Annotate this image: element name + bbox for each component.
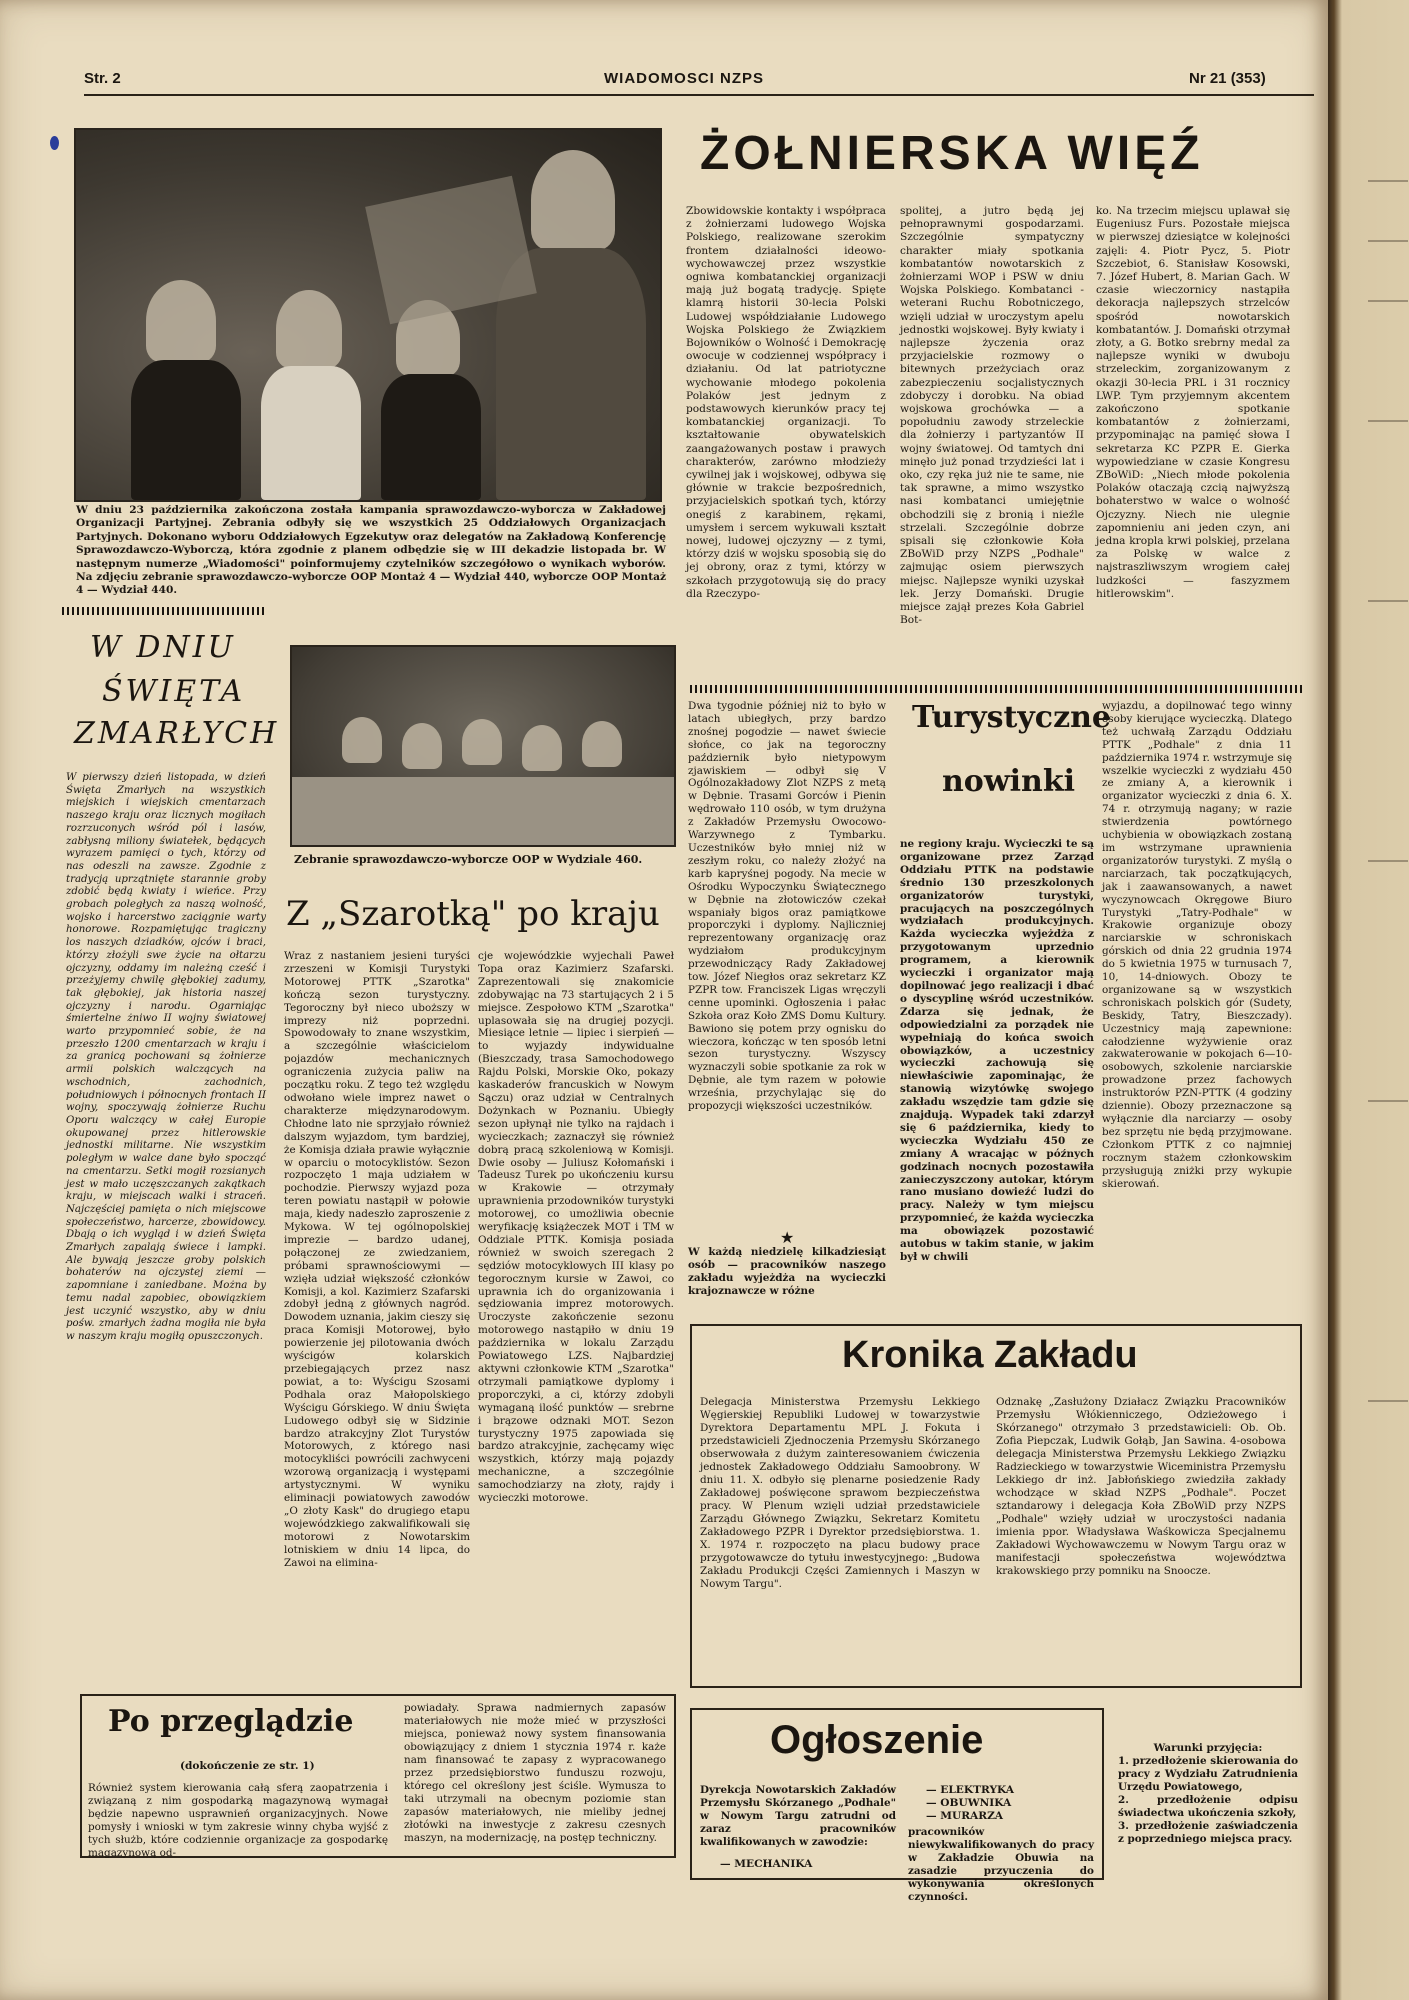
ogloszenie-cont bbox=[1118, 1714, 1298, 1846]
szarotka-title: Z „Szarotką" po kraju bbox=[286, 894, 660, 934]
niedziela-text: W każdą niedzielę kilkadziesiąt osób — pracowników naszego zakładu wyjeżdża na wycieczki krajoznawcze w różne bbox=[688, 1246, 886, 1297]
warunek-3: 3. przedłożenie zaświadczenia z poprzedniego miejsca pracy. bbox=[1118, 1820, 1298, 1845]
turystyczne-col-a: ne regiony kraju. Wycieczki te są organizowane przez Zarząd Oddziału PTTK na podstawie średnio 130 przeszkolonych organizatorów turystyki, pracujących na poszczególnych wydziałach produkcyjnych. Każda wycieczka wyjeżdża z przygotowanym uprzednio programem, a kierownik wycieczki i organizator mają dopilnować jego realizacji i dbać o dyscyplinę wśród uczestników. Zdarza się jednak, że odpowiedzialni za porządek nie wypełniają do końca swoich obowiązków, a uczestnicy wycieczki zachowują się niewłaściwie zapominając, że stanowią wizytówkę swojego zakładu wszędzie tam gdzie się znajdują. Wypadek taki zdarzył się 6 października, kiedy to wycieczka Wydziału 450 ze zmiany A wracając w późnych godzinach nocnych pozostawiła zanieczyszczony autokar, którym rano musiano dowieźć ludzi do pracy. Należy w tym miejscu przypomnieć, że każda wycieczka ma obowiązek pozostawić autobus w takim stanie, w jakim był w chwili bbox=[900, 838, 1094, 1263]
warunek-1: 1. przedłożenie skierowania do pracy z Wydziału Zatrudnienia Urzędu Powiatowego, bbox=[1118, 1755, 1298, 1793]
job-obuwnika: — OBUWNIKA bbox=[926, 1797, 1012, 1810]
star-separator: ★ bbox=[780, 1228, 795, 1247]
ogloszenie-list bbox=[926, 1784, 1096, 1824]
zolnierska-title: ŻOŁNIERSKA WIĘŹ bbox=[700, 127, 1204, 180]
szarotka-col2: cje wojewódzkie wyjechali Paweł Topa oraz Kazimierz Szafarski. Zaprezentowali się znakomicie zdobywając na 73 startujących 2 i 5 miejsce. Zespołowo KTM „Szarotka" uplasowała się na drugiej pozycji. Miesiące letnie — lipiec i sierpień — to wyjazdy indywidualne (Bieszczady, trasa Samochodowego Rajdu Polski, Morskie Oko, pokazy kaskaderów francuskich w Nowym Sączu) oraz udział w Centralnych Dożynkach w Poznaniu. Ubiegły sezon upłynął nie tylko na rajdach i wycieczkach; zaznaczył się również dobrą pracą szkoleniową w Komisji. Dwie osoby — Juliusz Kołomański i Tadeusz Turek po ukończeniu kursu w Krakowie — otrzymały uprawnienia przodowników turystyki motorowej, co umożliwia obecnie weryfikację książeczek MOT i TM w Oddziale PTTK. Komisja posiada również w swoich szeregach 2 sędziów motocyklowych III klasy po tegorocznym kursie w Zawoi, co uprawnia ich do organizowania i sędziowania imprez motorowych. Uroczyste zakończenie sezonu motorowego nastąpiło w dniu 19 października w lokalu Zarządu Powiatowego LZS. Najbardziej aktywni członkowie KTM „Szarotka" otrzymali pamiątkowe dyplomy i proporczyki, a ci, którzy zdobyli wymaganą ilość punktów — srebrne i brązowe odznaki MOT. Sezon turystyczny 1975 zapowiada się bardzo atrakcyjnie, zachęcamy więc wszystkich, którzy mają pojazdy mechaniczne, a szczególnie samochodziarzy na złoty, rajdy i wycieczki motorowe. bbox=[478, 950, 674, 1505]
divider bbox=[62, 607, 266, 615]
turystyczne-col-b: wyjazdu, a dopilnować tego winny osoby kierujące wycieczką. Dlatego też uchwałą Zarządu Oddziału PTTK „Podhale" z dnia 11 października 1974 r. wstrzymuje się wszelkie wycieczki z wydziału 450 ze zmiany A, a kierownik i organizator wycieczki z dnia 6. X. 74 r. otrzymują nagany; w razie stwierdzenia powtórnego uchybienia w obowiązkach zostaną im wstrzymane uprawnienia organizatorów turystyki. Z myślą o narciarzach, tak początkujących, jak i zaawansowanych, a nawet wyczynowcach Okręgowe Biuro Turystyki „Tatry-Podhale" w Krakowie organizuje obozy narciarskie w schroniskach górskich od dnia 22 grudnia 1974 do 5 kwietnia 1975 w turnusach 7, 10, 14-dniowych. Obozy te organizowane są w wszystkich schroniskach polskich gór (Sudety, Beskidy, Tatry, Bieszczady). Uczestnicy mają zapewnione: całodzienne wyżywienie oraz zakwaterowanie w pokojach 6—10-osobowych, szkolenie narciarskie prowadzone przez fachowych instruktorów PZN-PTTK (4 godziny dziennie). Obozy przeznaczone są wyłącznie dla narciarzy — osoby bez sprzętu nie będą przyjmowane. Członkom PTTK z co najmniej rocznym stażem członkowskim przysługują zniżki przy wykupie skierowań. bbox=[1102, 700, 1292, 1190]
kronika-title: Kronika Zakładu bbox=[842, 1334, 1138, 1376]
przeglad-col2: powiadały. Sprawa nadmiernych zapasów materiałowych nie może mieć w przyszłości miejsca, ponieważ nowy system finansowania obowiązujący z dniem 1 stycznia 1974 r. każe nam finansować te zapasy z wypracowanego przez przedsiębiorstwo funduszu rozwoju, którego cel określony jest ściśle. Wymusza to taki utrzymali na obecnym poziomie stan zapasów materiałowych, nie mieliby jednej złotówki na inwestycje z zakresu czesnych maszyn, na modernizację, na postęp techniczny. bbox=[404, 1702, 666, 1844]
page-number: Str. 2 bbox=[84, 70, 121, 87]
ogloszenie-mechanika: — MECHANIKA bbox=[720, 1858, 813, 1870]
page-header bbox=[84, 66, 1314, 96]
zolnierska-col3: ko. Na trzecim miejscu uplawał się Eugeniusz Furs. Pozostałe miejsca w pierwszej dziesiątce w kolejności zajęli: 4. Piotr Pycz, 5. Piotr Szczebiot, 6. Stanisław Kosowski, 7. Józef Hubert, 8. Marian Gach. W czasie wieczornicy nastąpiła dekoracja najlepszych strzelców spośród nowotarskich kombatantów. J. Domański otrzymał złoty, a G. Botko srebrny medal za najlepsze wyniki w dwuboju strzeleckim, zorganizowanym z okazji 30-lecia PRL i 31 rocznicy LWP. Tym przyjemnym akcentem zakończono spotkanie kombatantów z żołnierzami, przypominając na pamięć słowa I sekretarza KC PZPR E. Gierka wypowiedziane w czasie Kongresu ZBoWiD: „Niech młode pokolenia Polaków otaczają czcią najwyższą bohaterstwo w walce o wolność Ojczyzny. Niech nie ulegnie zapomnieniu ani jeden czyn, ani jedna kropla krwi polskiej, przelana za Polskę w walce z najstraszliwszym wrogiem całej ludzkości — faszyzmem hitlerowskim". bbox=[1096, 205, 1290, 600]
ogloszenie-intro: Dyrekcja Nowotarskich Zakładów Przemysłu Skórzanego „Podhale" w Nowym Targu zatrudni od zaraz pracowników kwalifikowanych w zawodzie: bbox=[700, 1784, 896, 1848]
ogloszenie-title: Ogłoszenie bbox=[770, 1718, 984, 1762]
dniu-title-2: ŚWIĘTA bbox=[102, 674, 246, 709]
photo1-caption: W dniu 23 października zakończona została kampania sprawozdawczo-wyborcza w Zakładowej Organizacji Partyjnej. Zebrania odbyły się we wszystkich 25 Oddziałowych Organizacjach Partyjnych. Dokonano wyboru Oddziałowych Egzekutyw oraz delegatów na Zakładową Konferencję Sprawozdawczo-Wyborczą, która zgodnie z planem odbędzie się w III dekadzie listopada br. W następnym numerze „Wiadomości" poinformujemy czytelników szczegółowo o wynikach wyborów. Na zdjęciu zebranie sprawozdawczo-wyborcze OOP Montaż 4 — Wydział 440, wyborcze OOP Montaż 4 — Wydział 440. bbox=[76, 504, 666, 597]
dniu-title-3: ZMARŁYCH bbox=[74, 716, 280, 751]
warunek-2: 2. przedłożenie odpisu świadectwa ukończenia szkoły, bbox=[1118, 1794, 1298, 1819]
przeglad-col1: Również system kierowania całą sferą zaopatrzenia i związaną z nim gospodarką magazynową wymagał będzie napewno usprawnień organizacyjnych. Nowe pomysły i wnioski w tym zakresie winny chyba wyjść z tych służb, które codziennie organizacje za gospodarkę magazynową od- bbox=[88, 1782, 388, 1859]
job-elektryka: — ELEKTRYKA bbox=[926, 1784, 1015, 1796]
divider bbox=[690, 685, 1302, 693]
szarotka-col1: Wraz z nastaniem jesieni turyści zrzeszeni w Komisji Turystyki Motorowej PTTK „Szarotka" kończą sezon turystyczny. Tegoroczny był nieco uboższy w imprezy niż poprzedni. Spowodowały to znane wszystkim, a szczególnie właścicielom pojazdów mechanicznych ograniczenia zużycia paliw na początku roku. Z tego też względu odwołano wiele imprez nawet o charakterze międzynarodowym. Chłodne lato nie sprzyjało również dalszym wyjazdom, tym bardziej, że Komisja działa prawie wyłącznie w oparciu o motocyklistów. Sezon rozpoczęto 1 maja udziałem w pochodzie. Pierwszy wyjazd poza teren powiatu nastąpił w połowie maja, kiedy nadeszło zaproszenie z Mykowa. W tej ogólnopolskiej imprezie — bardzo udanej, połączonej ze zwiedzaniem, próbami sprawnościowymi — wzięła udział większość członków Komisji, a kol. Kazimierz Szafarski zdobył jedną z głównych nagród. Dowodem uznania, jakim cieszy się praca Komisji Motorowej, było powierzenie jej pilotowania dwóch wyścigów kolarskich przebiegających przez nasz powiat, a to: Wyścigu Szosami Podhala oraz Małopolskiego Wyścigu Górskiego. W dniu Święta Ludowego odbył się w Sidzinie bardzo atrakcyjny Zlot Turystów Motorowych, z którego nasi motocykliści powrócili zachwyceni wzorową organizacją i występami artystycznymi. W wyniku eliminacji powiatowych zawodów „O złoty Kask" do drugiego etapu wojewódzkiego zakwalifikowali się motorowi z Nowotarskim lotniskiem w dniu 14 lipca, do Zawoi na elimina- bbox=[284, 950, 470, 1569]
przeglad-subtitle: (dokończenie ze str. 1) bbox=[180, 1760, 315, 1772]
job-murarza: — MURARZA bbox=[926, 1810, 1004, 1823]
zolnierska-col2: spolitej, a jutro będą jej pełnoprawnymi gospodarzami. Szczególnie sympatyczny charakter miały spotkania kombatantów nowotarskich z żołnierzami WOP i PSW w dniu Wojska Polskiego. Kombatanci -weterani Ruchu Robotniczego, wzięli udział w uroczystym apelu jednostki wojskowej. Były kwiaty i najlepsze życzenia oraz przyjacielskie rozmowy o bitewnych przeżyciach oraz zabezpieczeniu socjalistycznych zdobyczy i dorobku. Na obiad wojskowa grochówka — a popołudniu zawody strzeleckie dla żołnierzy i partyzantów II wojny światowej. Od tamtych dni minęło już ponad trzydzieści lat i oko, czy ręka już nie te same, nie tak sprawne, a mimo wszystko nasi kombatanci umiejętnie obchodzili się z bronią i nieźle strzelali. Szczególnie dobrze spisali się członkowie Koła ZBoWiD przy NZPS „Podhale" zajmując osiem pierwszych miejsc. Najlepsze wyniki uzyskał lek. Jerzy Domański. Drugie miejsce zajął prezes Koła Gabriel Bot- bbox=[900, 205, 1084, 627]
next-page-edge bbox=[1328, 0, 1409, 2000]
zolnierska-col1: Zbowidowskie kontakty i współpraca z żołnierzami ludowego Wojska Polskiego, realizowane szerokim frontem działalności ideowo-wychowawczej przez wszystkie ogniwa kombatanckiej organizacji mają już bogatą tradycję. Spięte klamrą historii 30-lecia Polski Ludowej współdziałanie Ludowego Wojska Polskiego że Związkiem Bojowników o Wolność i Demokrację owocuje w codziennej współpracy i działaniu. Od lat patriotyczne wychowanie młodego pokolenia Polaków jest jednym z podstawowych kierunków pracy tej kombatanckiej organizacji. To kształtowanie obywatelskich zaangażowanych postaw i prawych charakterów, zarówno młodzieży cywilnej jak i wojskowej, odbywa się głównie w trakcie bezpośrednich, przyjacielskich spotkań tych, którzy onegiś z karabinem, rękami, umysłem i sercem wykuwali kształt nowej, ludowej ojczyzny — z tymi, którzy dziś w wojsku sposobią się do jej obrony, oraz z tymi, którzy w szkołach przygotowują się do pracy dla Rzeczypo- bbox=[686, 205, 886, 600]
paper-title: WIADOMOSCI NZPS bbox=[604, 70, 764, 87]
zlot-text: Dwa tygodnie później niż to było w latach ubiegłych, przy bardzo znośnej pogodzie — nawet świecie słońce, co jak na tegoroczny październik było nietypowym zjawiskiem — odbył się V Ogólnozakładowy Zlot NZPS z metą w Dębnie. Trasami Gorców i Pienin wędrowało 110 osób, w tym drużyna z Zakładów Przemysłu Owocowo-Warzywnego z Tymbarku. Uczestników było mniej niż w zeszłym roku, co należy złożyć na karb kapryśnej pogody. Na mecie w Ośrodku Wypoczynku Świątecznego w Dębnie na złotowiczów czekał wspaniały bigos oraz pamiątkowe proporczyki i dyplomy. Najliczniej reprezentowany organizację oraz wydziałom produkcyjnym przewodniczący Rady Zakładowej tow. Józef Niegłos oraz sekretarz KZ PZPR tow. Franciszek Ligas wręczyli cenne upominki. Ogłoszenia i pałac Szkoła oraz Koło ZMS Domu Kultury. Bawiono się potem przy ognisku do wieczora, kończąc w ten sposób letni sezon turystyczny. Wszyscy wyznaczyli sobie spotkanie za rok w Dębnie, ale tym razem w połowie września, przychylając się do propozycji większości uczestników. bbox=[688, 700, 886, 1113]
photo2-caption: Zebranie sprawozdawczo-wyborcze OOP w Wydziale 460. bbox=[294, 853, 643, 866]
ink-mark bbox=[50, 136, 59, 150]
warunki-title: Warunki przyjęcia: bbox=[1153, 1742, 1263, 1754]
turystyczne-title-2: nowinki bbox=[942, 764, 1076, 799]
kronika-col2: Odznakę „Zasłużony Działacz Związku Pracowników Przemysłu Włókienniczego, Odzieżowego i Skórzanego" otrzymało 3 przedstawicieli: Ob. Ob. Zofia Piepczak, Ludwik Gołąb, Jan Sawina. 4-osobowa delegacja Ministerstwa Przemysłu Lekkiego Związku Radzieckiego w towarzystwie Wiceministra Przemysłu Lekkiego dr inż. Jabłońskiego zwiedziła zakłady wchodzące w skład NZPS „Podhale". Poczet sztandarowy i delegacja Koła ZBoWiD przy NZPS „Podhale" wzięły udział w uroczystości nadania imienia ppor. Władysława Waśkowicza Specjalnemu Zakładowi Wychowawczemu w Nowym Targu oraz w manifestacji społeczeństwa województwa krakowskiego przy pomniku na Snoocze. bbox=[996, 1396, 1286, 1577]
dniu-text: W pierwszy dzień listopada, w dzień Święta Zmarłych na wszystkich miejskich i wiejskich cmentarzach naszego kraju oraz licznych mogiłach rozrzuconych wśród pól i lasów, zabłysną miliony światełek, będących wyrazem pamięci o tych, którzy od nas odeszli na zawsze. Zgodnie z tradycją uprzątnięte starannie groby zdobić będą kwiaty i wieńce. Przy grobach poległych za naszą wolność, wojsko i harcerstwo zaciągnie warty honorowe. Rozpamiętując tragiczny los naszych dziadków, ojców i braci, którzy złożyli swe życie na ołtarzu ojczyzny, oddamy im należną cześć i przeżyjemy chwilę głębokiej zadumy, tak głębokiej, jak historia naszej ojczyzny i narodu. Ogarniając śmiertelne żniwo II wojny światowej warto przypomnieć sobie, że na przeszło 1200 cmentarzach w kraju i za granicą pochowani są żołnierze armii polskich walczących na wschodnich, zachodnich, południowych i północnych frontach II wojny, spoczywają żołnierze Ruchu Oporu walczący w całej Europie okupowanej przez hitlerowskie jednostki militarne. Nie wszystkim poległym w walce dane było spocząć na cmentarzu. Setki mogił rozsianych jest w mało uczęszczanych zakątkach kraju, w miejscach walki i straceń. Najczęściej pamięta o nich miejscowe społeczeństwo, harcerze, zbowidowcy. Dbają o ich wygląd i w dzień Święta Zmarłych zapalają świece i lampki. Ale bywają jeszcze groby polskich bohaterów na ojczystej ziemi — zapomniane i zaniedbane. Można by temu nadal zapobiec, obowiązkiem jest uczynić wszystko, aby w dniu pośw. zmarłych żadna mogiła nie była w naszym kraju mogiłą opuszczonych. bbox=[66, 772, 266, 1342]
dniu-title-1: W DNIU bbox=[90, 630, 236, 665]
oop-meeting-photo bbox=[290, 645, 676, 847]
turystyczne-title-1: Turystyczne bbox=[912, 700, 1111, 735]
przeglad-title: Po przeglądzie bbox=[108, 1704, 354, 1739]
ogloszenie-col2b: pracowników niewykwalifikowanych do pracy w Zakładzie Obuwia na zasadzie przyuczenia do wykonywania określonych czynności. bbox=[908, 1826, 1094, 1903]
issue-number: Nr 21 (353) bbox=[1189, 70, 1266, 87]
kronika-col1: Delegacja Ministerstwa Przemysłu Lekkiego Węgierskiej Republiki Ludowej w towarzystwie Dyrektora Departamentu MPL J. Fokuta i przedstawicieli Zjednoczenia Przemysłu Skórzanego obserwowała z dużym zainteresowaniem ćwiczenia jednostek Zakładowego Oddziału Samoobrony. W dniu 11. X. odbyło się plenarne posiedzenie Rady Zakładowej poświęcone sprawom bezpieczeństwa pracy. W Plenum wzięli udział przedstawiciele Zarządu Głównego Związku, Sekretarz Komitetu Zakładowego PZPR i Dyrektor przedsiębiorstwa. 1. X. 1974 r. rozpoczęto na placu budowy prace przygotowawcze do tytułu inwestycyjnego: „Budowa Zakładu Produkcji Części Zamiennych i Maszyn w Nowym Targu". bbox=[700, 1396, 980, 1590]
party-meeting-photo bbox=[74, 128, 662, 502]
